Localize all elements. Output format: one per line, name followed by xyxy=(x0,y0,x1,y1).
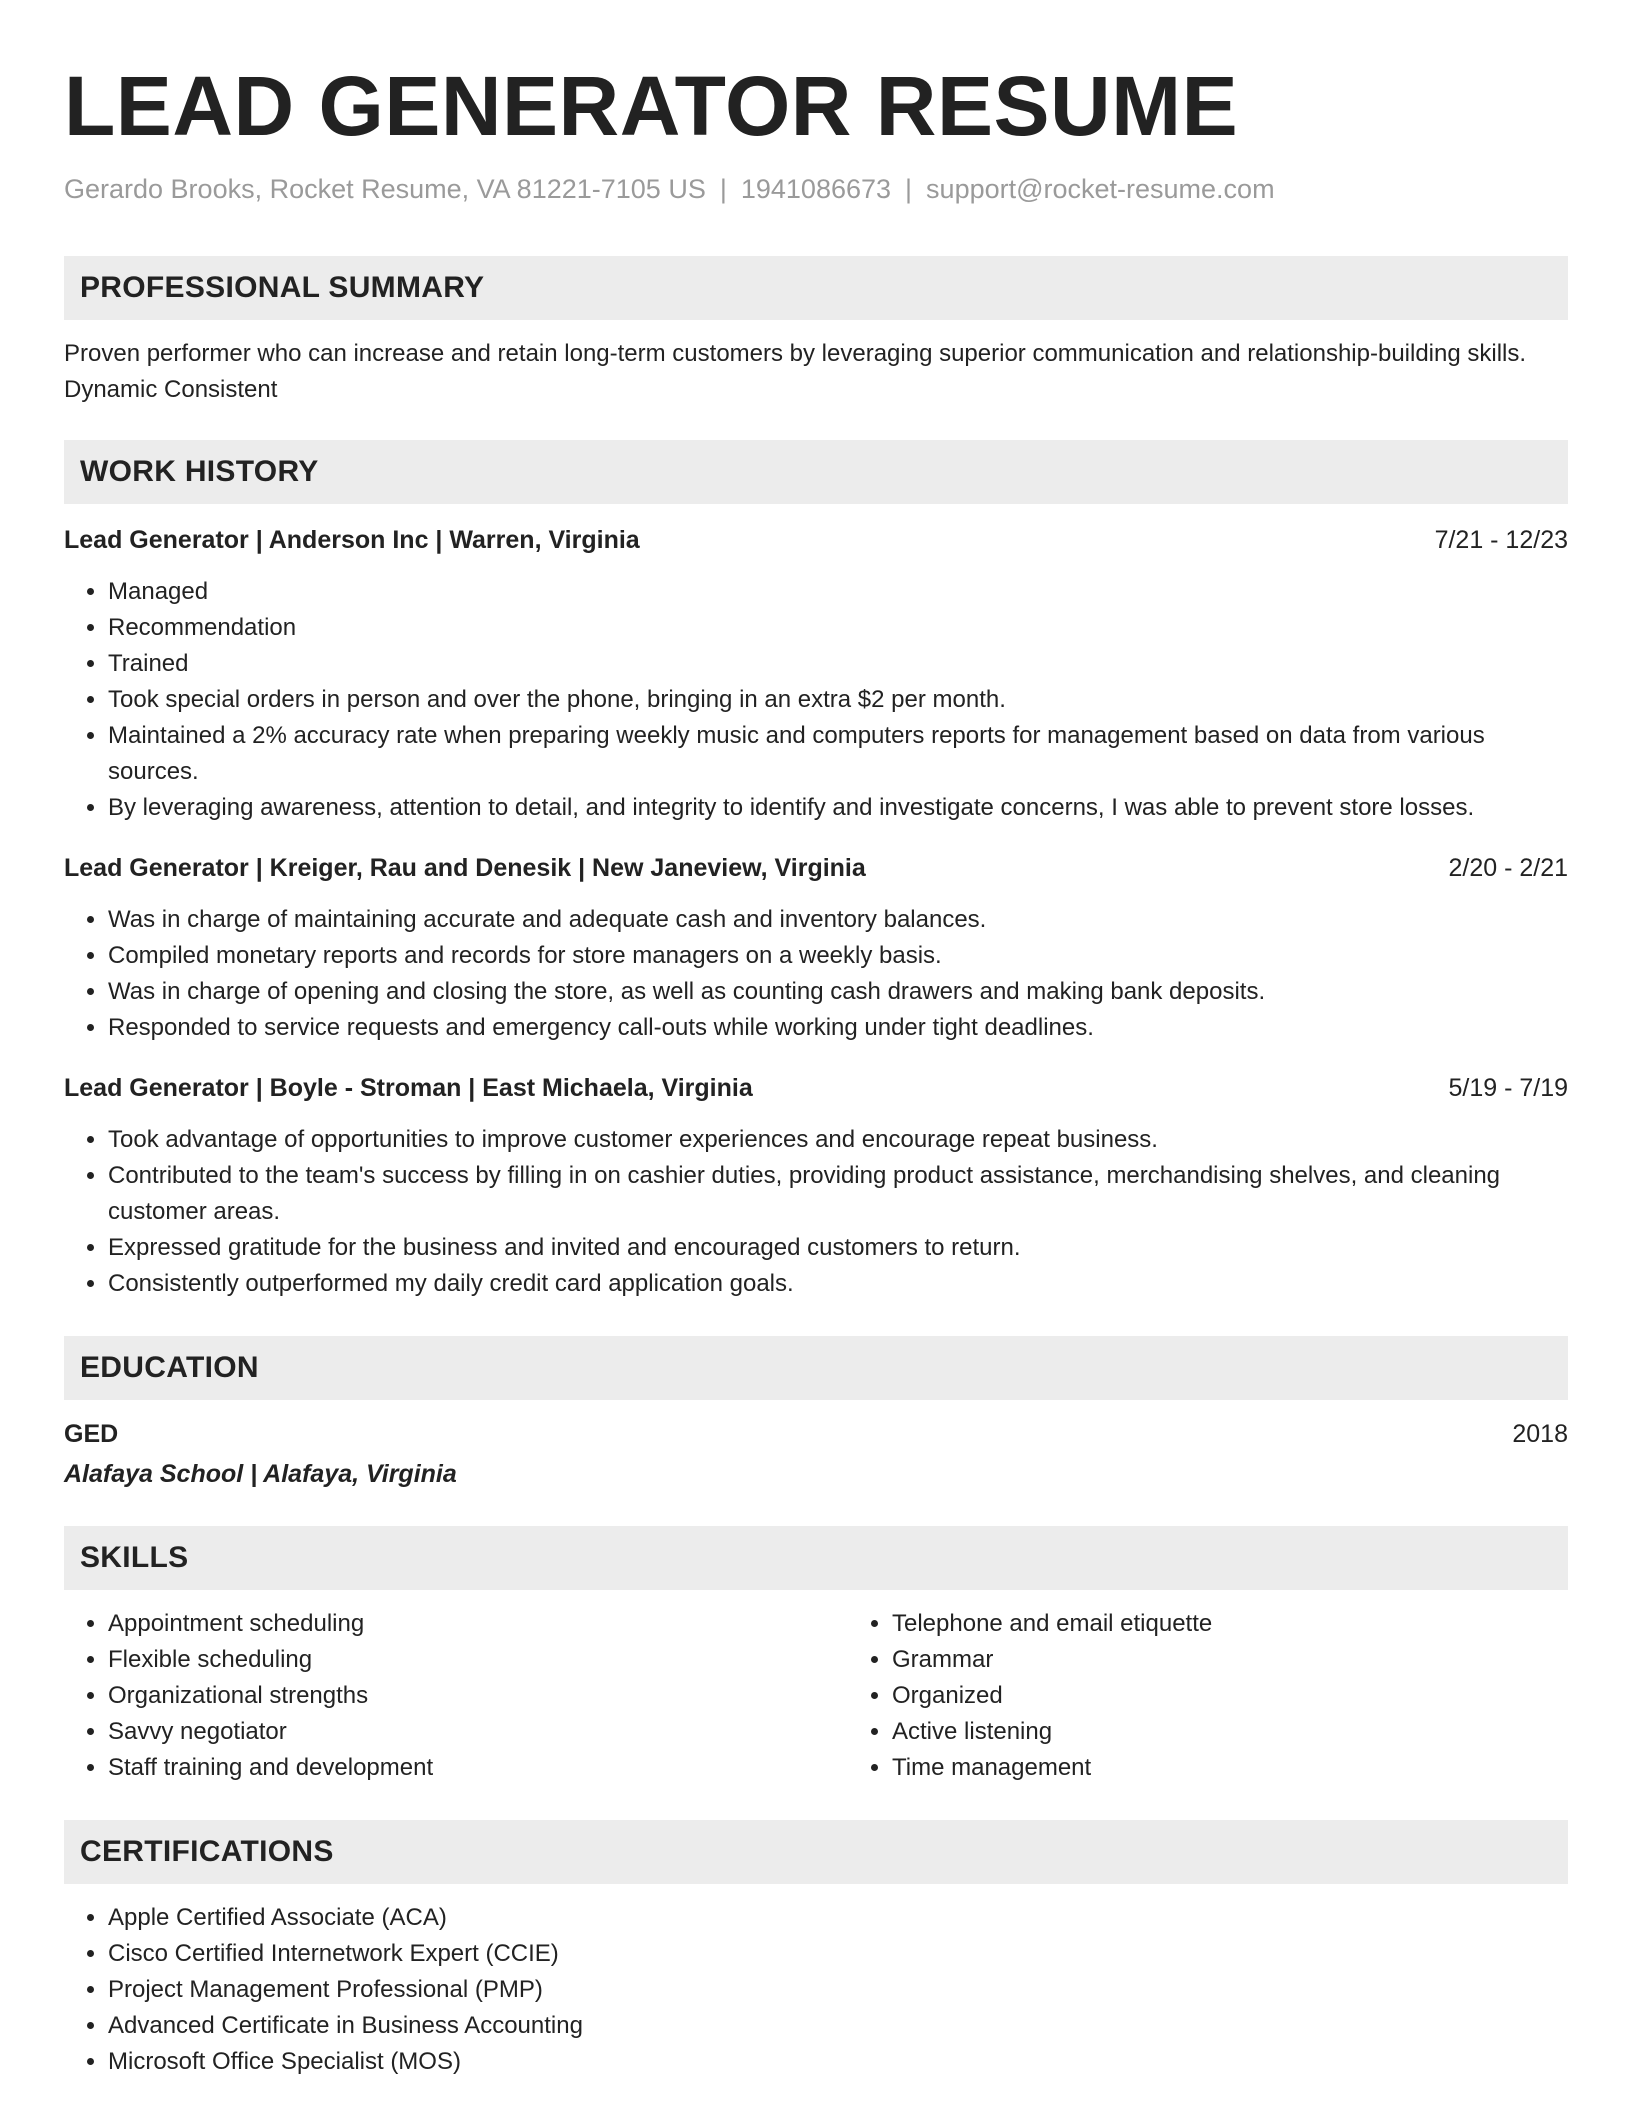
education-school: Alafaya School | Alafaya, Virginia xyxy=(64,1460,457,1488)
job-entry xyxy=(64,1070,1568,1302)
skill-item: • Grammar xyxy=(892,1642,1568,1678)
job-bullets xyxy=(64,1122,1568,1302)
job-dates: 2/20 - 2/21 xyxy=(1448,854,1568,882)
section-heading-work-history: WORK HISTORY xyxy=(64,440,1568,504)
job-dates: 7/21 - 12/23 xyxy=(1434,526,1568,554)
contact-separator: | xyxy=(905,174,913,204)
skill-item: • Telephone and email etiquette xyxy=(892,1606,1568,1642)
certifications-list xyxy=(64,1900,1568,2080)
skills-columns xyxy=(64,1606,1568,1786)
job-bullet: • Compiled monetary reports and records for store managers on a weekly basis. xyxy=(108,938,1568,974)
job-bullet: • Managed xyxy=(108,574,1568,610)
section-heading-certifications: CERTIFICATIONS xyxy=(64,1820,1568,1884)
job-bullets xyxy=(64,574,1568,826)
skill-item: • Organized xyxy=(892,1678,1568,1714)
contact-line xyxy=(64,172,1568,206)
summary-text: Proven performer who can increase and retain long-term customers by leveraging superior communication and relationship-building skills. Dynamic Consistent xyxy=(64,340,1527,403)
job-bullet: • Trained xyxy=(108,646,1568,682)
job-header xyxy=(64,850,1568,886)
skill-item: • Active listening xyxy=(892,1714,1568,1750)
section-heading-summary: PROFESSIONAL SUMMARY xyxy=(64,256,1568,320)
contact-email: support@rocket-resume.com xyxy=(926,174,1275,204)
job-bullet: • Was in charge of maintaining accurate and adequate cash and inventory balances. xyxy=(108,902,1568,938)
skills-list-right xyxy=(848,1606,1568,1786)
certification-item: • Microsoft Office Specialist (MOS) xyxy=(108,2044,1568,2080)
skill-item: • Staff training and development xyxy=(108,1750,848,1786)
skills-list-left xyxy=(64,1606,848,1786)
education-header xyxy=(64,1416,1568,1452)
skill-item: • Savvy negotiator xyxy=(108,1714,848,1750)
resume-title: LEAD GENERATOR RESUME xyxy=(64,59,1239,153)
skill-item: • Organizational strengths xyxy=(108,1678,848,1714)
job-bullet: • Took advantage of opportunities to improve customer experiences and encourage repeat business. xyxy=(108,1122,1568,1158)
certification-item: • Cisco Certified Internetwork Expert (CCIE) xyxy=(108,1936,1568,1972)
skill-item: • Appointment scheduling xyxy=(108,1606,848,1642)
job-bullet: • Responded to service requests and emergency call-outs while working under tight deadlines. xyxy=(108,1010,1568,1046)
job-bullet: • Recommendation xyxy=(108,610,1568,646)
contact-separator: | xyxy=(719,174,727,204)
job-bullet: • Consistently outperformed my daily credit card application goals. xyxy=(108,1266,1568,1302)
job-header xyxy=(64,522,1568,558)
job-bullet: • Took special orders in person and over the phone, bringing in an extra $2 per month. xyxy=(108,682,1568,718)
job-dates: 5/19 - 7/19 xyxy=(1448,1074,1568,1102)
certification-item: • Advanced Certificate in Business Accounting xyxy=(108,2008,1568,2044)
certification-item: • Project Management Professional (PMP) xyxy=(108,1972,1568,2008)
job-entry xyxy=(64,850,1568,1046)
education-year: 2018 xyxy=(1512,1420,1568,1448)
certification-item: • Apple Certified Associate (ACA) xyxy=(108,1900,1568,1936)
job-title: Lead Generator | Boyle - Stroman | East Michaela, Virginia xyxy=(64,1074,753,1102)
contact-phone: 1941086673 xyxy=(740,174,892,204)
job-bullets xyxy=(64,902,1568,1046)
section-heading-education: EDUCATION xyxy=(64,1336,1568,1400)
job-bullet: • By leveraging awareness, attention to detail, and integrity to identify and investigate concerns, I was able to prevent store losses. xyxy=(108,790,1568,826)
job-entry xyxy=(64,522,1568,826)
job-title: Lead Generator | Kreiger, Rau and Denesik | New Janeview, Virginia xyxy=(64,854,866,882)
skill-item: • Flexible scheduling xyxy=(108,1642,848,1678)
job-bullet: • Was in charge of opening and closing the store, as well as counting cash drawers and making bank deposits. xyxy=(108,974,1568,1010)
job-header xyxy=(64,1070,1568,1106)
job-bullet: • Expressed gratitude for the business and invited and encouraged customers to return. xyxy=(108,1230,1568,1266)
education-degree: GED xyxy=(64,1420,119,1448)
job-bullet: • Maintained a 2% accuracy rate when preparing weekly music and computers reports for management based on data from various sources. xyxy=(108,718,1568,790)
contact-address: Gerardo Brooks, Rocket Resume, VA 81221-7105 US xyxy=(64,174,706,204)
section-heading-skills: SKILLS xyxy=(64,1526,1568,1590)
skill-item: • Time management xyxy=(892,1750,1568,1786)
job-title: Lead Generator | Anderson Inc | Warren, Virginia xyxy=(64,526,640,554)
job-bullet: • Contributed to the team's success by filling in on cashier duties, providing product assistance, merchandising shelves, and cleaning customer areas. xyxy=(108,1158,1568,1230)
